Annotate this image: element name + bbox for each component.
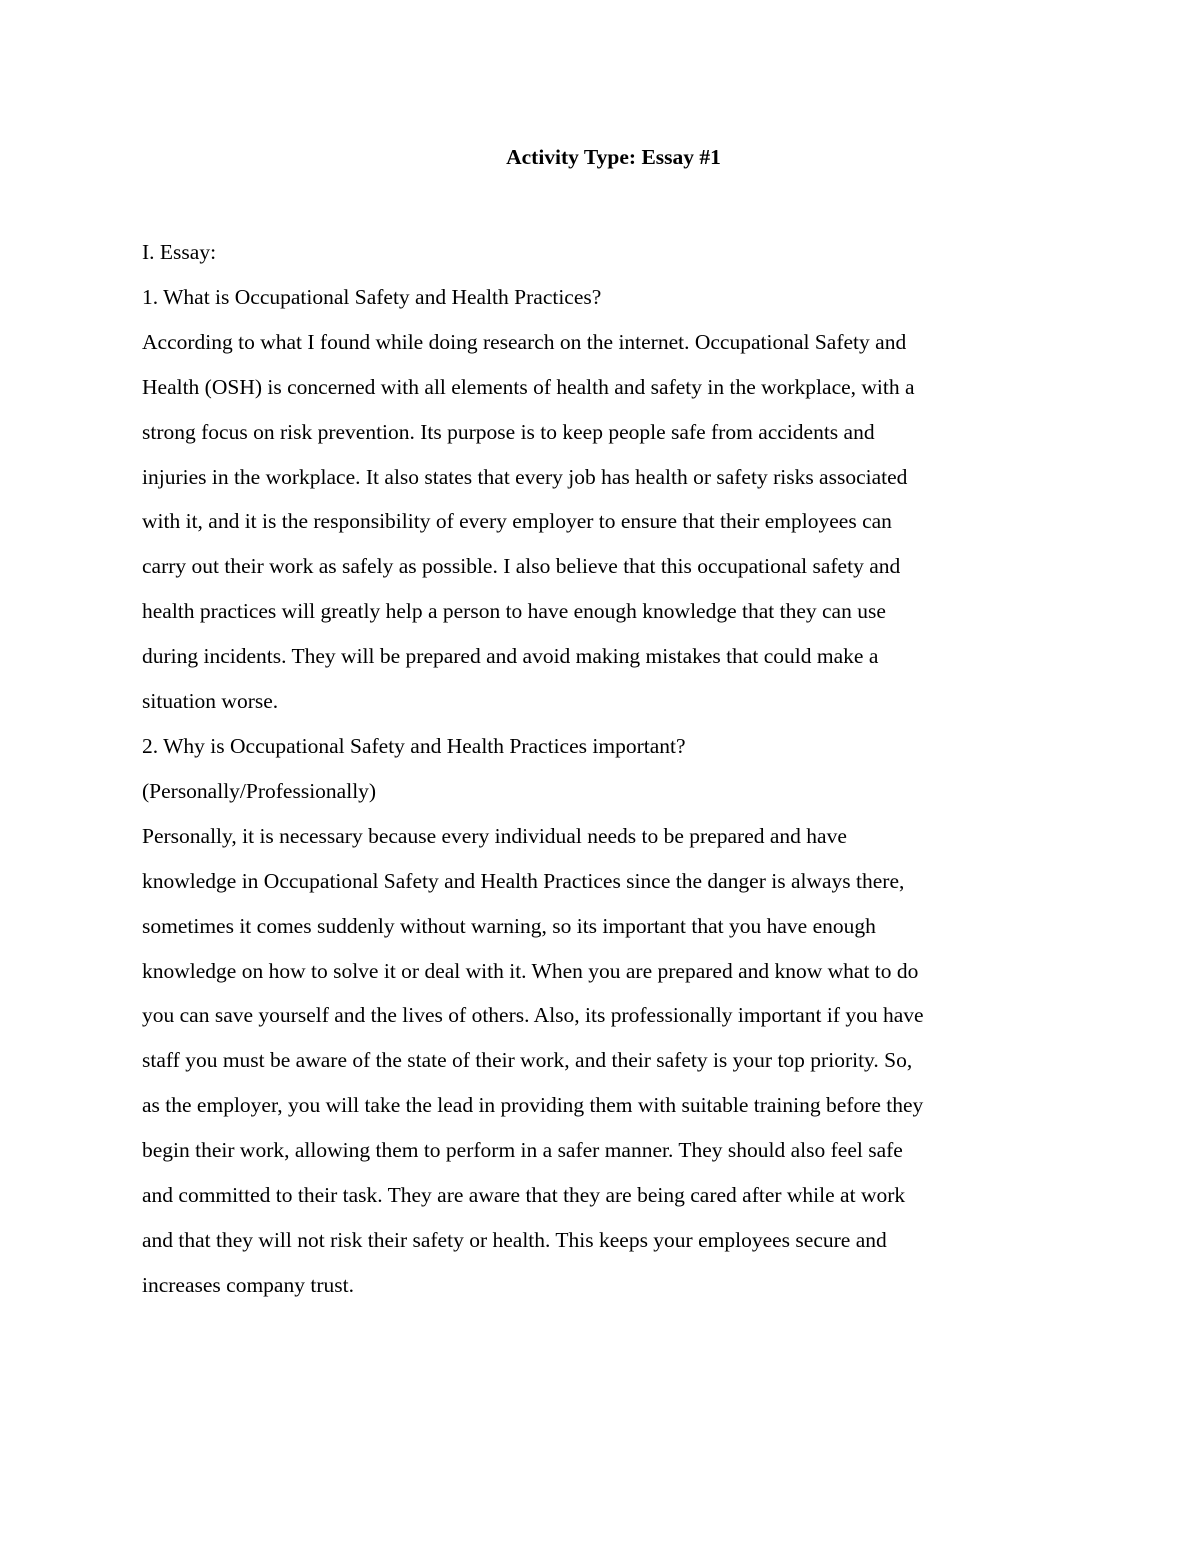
answer-1-line: carry out their work as safely as possible. I also believe that this occupational safety and	[142, 554, 901, 579]
document-title: Activity Type: Essay #1	[506, 145, 721, 169]
answer-2-line: knowledge in Occupational Safety and Health Practices since the danger is always there,	[142, 868, 905, 893]
answer-2-line: as the employer, you will take the lead in providing them with suitable training before they	[142, 1093, 924, 1118]
answer-2-line: begin their work, allowing them to perform in a safer manner. They should also feel safe	[142, 1138, 903, 1163]
question-2-subtitle: (Personally/Professionally)	[142, 778, 377, 803]
answer-2-line: increases company trust.	[142, 1272, 354, 1297]
question-2: 2. Why is Occupational Safety and Health Practices important?	[142, 733, 686, 758]
answer-1	[142, 320, 1042, 724]
section-heading: I. Essay:	[142, 240, 217, 264]
answer-2-line: Personally, it is necessary because every individual needs to be prepared and have	[142, 823, 847, 848]
answer-2-line: and that they will not risk their safety or health. This keeps your employees secure and	[142, 1227, 887, 1252]
answer-2	[142, 814, 1042, 1308]
essay-body	[142, 230, 1042, 1308]
answer-1-line: during incidents. They will be prepared and avoid making mistakes that could make a	[142, 644, 879, 669]
answer-2-line: knowledge on how to solve it or deal with it. When you are prepared and know what to do	[142, 958, 919, 983]
answer-1-line: health practices will greatly help a person to have enough knowledge that they can use	[142, 599, 886, 624]
answer-1-line: situation worse.	[142, 689, 279, 714]
answer-1-line: with it, and it is the responsibility of every employer to ensure that their employees can	[142, 509, 892, 534]
answer-2-line: staff you must be aware of the state of their work, and their safety is your top priority. So,	[142, 1048, 913, 1073]
question-1: 1. What is Occupational Safety and Health Practices?	[142, 284, 602, 309]
answer-2-line: you can save yourself and the lives of others. Also, its professionally important if you have	[142, 1003, 924, 1028]
answer-2-line: sometimes it comes suddenly without warning, so its important that you have enough	[142, 913, 876, 938]
answer-1-line: According to what I found while doing research on the internet. Occupational Safety and	[142, 329, 907, 354]
answer-1-line: strong focus on risk prevention. Its purpose is to keep people safe from accidents and	[142, 419, 875, 444]
answer-2-line: and committed to their task. They are aware that they are being cared after while at work	[142, 1183, 906, 1208]
answer-1-line: Health (OSH) is concerned with all elements of health and safety in the workplace, with a	[142, 374, 915, 399]
answer-1-line: injuries in the workplace. It also states that every job has health or safety risks associated	[142, 464, 908, 489]
